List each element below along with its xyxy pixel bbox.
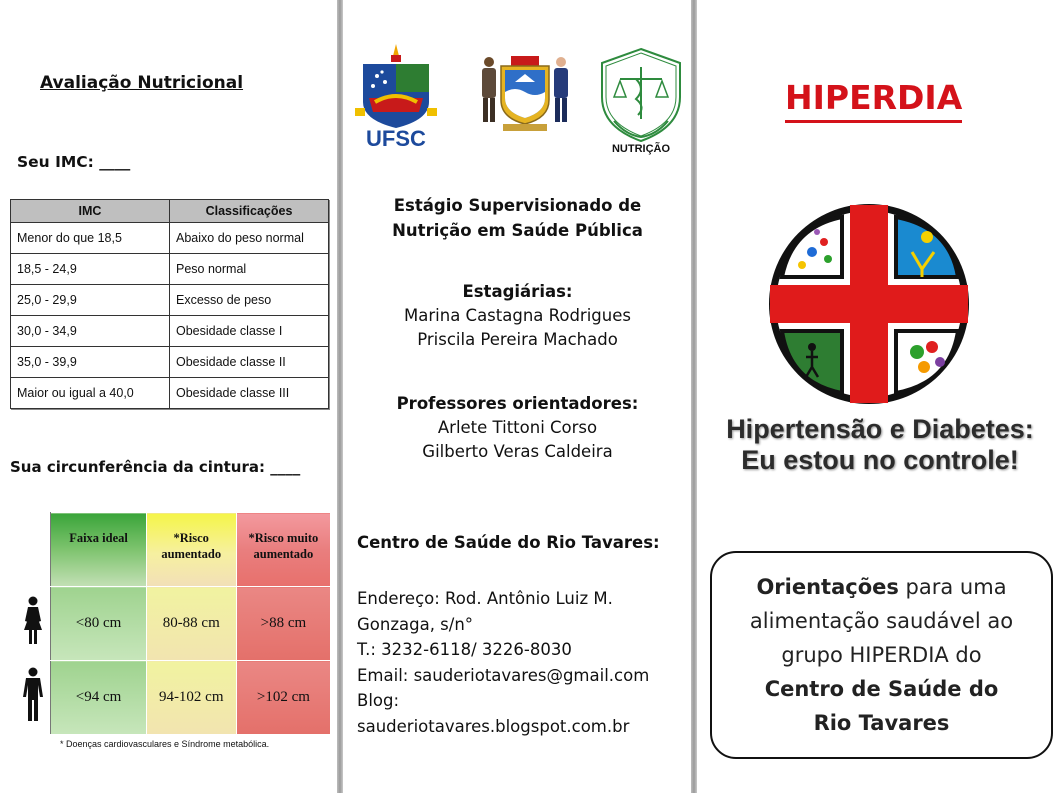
imc-range: 25,0 - 29,9 bbox=[11, 285, 170, 316]
blog-label: Blog: bbox=[357, 691, 400, 710]
professor-name: Gilberto Veras Caldeira bbox=[422, 442, 613, 461]
panel-divider-right bbox=[691, 0, 697, 793]
male-icon bbox=[15, 661, 51, 735]
table-row bbox=[15, 661, 331, 735]
cintura-table bbox=[14, 512, 331, 735]
imc-range: Menor do que 18,5 bbox=[11, 223, 170, 254]
risco-muito-aumentado-header: *Risco muito aumentado bbox=[236, 513, 330, 587]
table-row bbox=[11, 347, 329, 378]
orientacoes-line: Centro de Saúde do bbox=[764, 677, 999, 701]
centro-title: Centro de Saúde do Rio Tavares: bbox=[357, 533, 660, 552]
cintura-table-wrap bbox=[14, 512, 331, 735]
nutricao-logo-text: NUTRIÇÃO bbox=[611, 143, 671, 155]
estagiaria-name: Marina Castagna Rodrigues bbox=[404, 306, 631, 325]
imc-class: Excesso de peso bbox=[170, 285, 329, 316]
estagio-block bbox=[345, 193, 690, 243]
imc-class: Abaixo do peso normal bbox=[170, 223, 329, 254]
orientacoes-line: alimentação saudável ao bbox=[749, 609, 1014, 633]
cintura-value: 80-88 cm bbox=[146, 587, 236, 661]
orientacoes-line: Rio Tavares bbox=[813, 711, 950, 735]
imc-range: Maior ou igual a 40,0 bbox=[11, 378, 170, 409]
blog-url: sauderiotavares.blogspot.com.br bbox=[357, 716, 630, 736]
orientacoes-line bbox=[712, 570, 1051, 604]
orientacoes-line: grupo HIPERDIA do bbox=[781, 643, 982, 667]
table-row bbox=[11, 223, 329, 254]
orientacoes-rest: para uma bbox=[898, 575, 1007, 599]
blank-header bbox=[15, 513, 51, 587]
imc-header: IMC bbox=[11, 200, 170, 223]
table-row bbox=[11, 316, 329, 347]
faixa-ideal-header: Faixa ideal bbox=[51, 513, 146, 587]
imc-class: Obesidade classe II bbox=[170, 347, 329, 378]
estagio-line: Nutrição em Saúde Pública bbox=[392, 221, 643, 240]
nutricao-logo bbox=[596, 45, 686, 155]
estagiaria-name: Priscila Pereira Machado bbox=[417, 330, 618, 349]
cintura-value: <80 cm bbox=[51, 587, 146, 661]
imc-label: Seu IMC: ____ bbox=[17, 153, 131, 171]
section-title-avaliacao: Avaliação Nutricional bbox=[40, 73, 244, 93]
estagiarias-block bbox=[345, 279, 690, 352]
slogan-line: Eu estou no controle! bbox=[741, 445, 1019, 475]
imc-range: 18,5 - 24,9 bbox=[11, 254, 170, 285]
imc-range: 30,0 - 34,9 bbox=[11, 316, 170, 347]
risco-aumentado-header: *Risco aumentado bbox=[146, 513, 236, 587]
imc-class: Obesidade classe I bbox=[170, 316, 329, 347]
table-row bbox=[11, 378, 329, 409]
panel-divider-left bbox=[337, 0, 343, 793]
cintura-label: Sua circunferência da cintura: ____ bbox=[10, 458, 301, 476]
professores-block bbox=[345, 391, 690, 464]
cintura-value: <94 cm bbox=[51, 661, 146, 735]
phone-line: T.: 3232-6118/ 3226-8030 bbox=[357, 640, 572, 659]
email-line: Email: sauderiotavares@gmail.com bbox=[357, 665, 650, 685]
estagio-line: Estágio Supervisionado de bbox=[393, 196, 642, 215]
classificacao-header: Classificações bbox=[170, 200, 329, 223]
slogan-line: Hipertensão e Diabetes: bbox=[726, 414, 1034, 444]
slogan bbox=[707, 414, 1053, 476]
florianopolis-coat-of-arms bbox=[475, 52, 575, 134]
imc-range: 35,0 - 39,9 bbox=[11, 347, 170, 378]
cintura-value: 94-102 cm bbox=[146, 661, 236, 735]
cintura-value: >88 cm bbox=[236, 587, 330, 661]
hiperdia-title: HIPERDIA bbox=[785, 76, 962, 123]
hiperdia-logo bbox=[762, 197, 976, 411]
ufsc-logo-text: UFSC bbox=[366, 126, 426, 150]
professor-name: Arlete Tittoni Corso bbox=[437, 418, 598, 437]
imc-class: Obesidade classe III bbox=[170, 378, 329, 409]
address-line: Gonzaga, s/n° bbox=[357, 614, 474, 634]
address-line: Endereço: Rod. Antônio Luiz M. bbox=[357, 589, 613, 608]
ufsc-logo bbox=[355, 42, 437, 150]
table-row bbox=[11, 285, 329, 316]
estagiarias-title: Estagiárias: bbox=[462, 282, 573, 301]
professores-title: Professores orientadores: bbox=[396, 394, 639, 413]
address-block bbox=[357, 586, 687, 739]
table-row bbox=[15, 587, 331, 661]
cintura-value: >102 cm bbox=[236, 661, 330, 735]
orientacoes-box bbox=[710, 551, 1053, 759]
imc-table bbox=[10, 199, 329, 409]
female-icon bbox=[15, 587, 51, 661]
imc-class: Peso normal bbox=[170, 254, 329, 285]
cintura-footnote: * Doenças cardiovasculares e Síndrome metabólica. bbox=[60, 739, 270, 749]
orientacoes-bold: Orientações bbox=[756, 575, 899, 599]
table-row bbox=[11, 254, 329, 285]
